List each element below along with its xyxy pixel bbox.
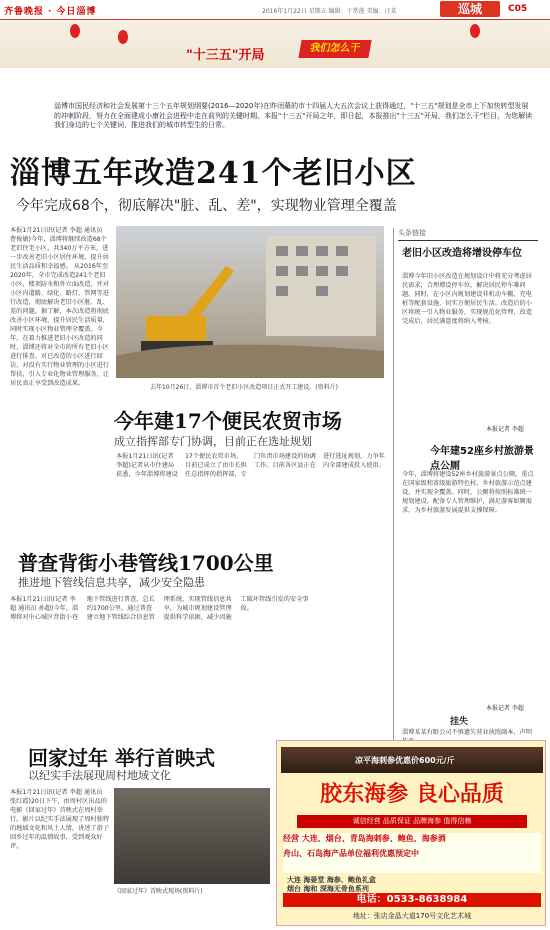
lantern-icon [70,24,80,38]
sidebar-body-parking: 淄博今年旧小区改造在规划设计中将充分考虑居民需求，合理增设停车位，解决居民停车难问题。同时，在小区内规划建设非机动车棚、充电桩等配套设施，切实方便居民生活。改造后的小区将统一引入物业服务，实现规范化管理，改造完成后，居民满意度将纳入考核。 [402,273,532,325]
sidebar-body-toilets: 今年，淄博将建设52座乡村旅游景点公厕，重点在国家级和省级旅游特色村、乡村旅游示范点建设，并实现全覆盖。同时，公厕将按照标准统一规划建设，配备专人管理维护，满足游客如厕需求，为乡村旅游发展提供支撑保障。 [402,471,534,514]
sidebar-credit: 本报记者 李超 [486,426,524,433]
ad-phone: 电话：0533-8638984 [283,893,541,907]
ad-line-2: 舟山、石岛海产品单位福利优惠预定中 [283,849,419,858]
article3-body: 本报1月21日讯(记者 李超 通讯员 孙超)今年，淄博将对中心城区背街小巷地下管线进行普查，总长约1700公里。通过普查建立地下管线综合信息管理系统，实现管线信息共享，为城市规划建设管理提供科学依据，减少因施工破坏管线引发的安全事故。 [10,596,309,621]
ad-slogan-bar: 诚信经营 品质保证 品牌海参 值得信赖 [297,815,527,828]
page-number: C05 [508,4,528,14]
section-tag: 巡城 [440,1,500,17]
column-intro: 淄博市国民经济和社会发展第十三个五年规划纲要(2016—2020年)在昨闭幕的市十四届人大五次会议上获得通过，"十三五"规划是全市上下加快转型发展的冲刺阶段，努力在全面建成小康社会进程中走在前列的关键时期。本报"十三五"开局之年，即日起，本报推出"十三五"开局，我们怎么干"栏目，为您解读我们身边的七个关键词，推进我们的城市转型生的日常。 [54,102,533,129]
article1-body: 从2016年至2020年，全市完成改造241个老旧小区，楼顶防水和外立面改造，并对小区内道路、绿化、路灯、管网等进行改造，彻底解决老旧小区脏、乱、差的问题。据了解，本次改造将彻底改善小区环境，提升居民生活质量，同时实现小区物业管理全覆盖。今年，在着力推进老旧小区改造的同时，淄博还将对全市的所有老旧小区进行排查、对已改造的小区进行回访、对没有实行物业管理的小区进行帮扶，引入专业化物业管理服务，让居民真正享受到改造成果。 [10,263,109,387]
sidebar-head: 头条链接 [398,229,426,237]
ad-address: 地址：张店金晶大道170号文化艺术城 [352,912,472,920]
banner-subtitle: 我们怎么干 [298,40,371,58]
ad-line-3: 大连 海晏堂 海参、鲍鱼礼盒 [287,876,376,884]
ad-line-4: 烟台 海和 深海无骨鱼系列 [287,885,369,893]
lantern-icon [470,24,480,38]
notice-title: 挂失 [450,717,469,727]
ad-price-text: 凉平海刺参优惠价600元/斤 [355,756,455,765]
excavator-illustration [116,226,384,378]
headline-main-subtitle: 今年完成68个，彻底解决"脏、乱、差"，实现物业管理全覆盖 [16,198,397,214]
article1-byline: 本报1月21日讯(记者 李超 通讯员 曹俊敏)今年，淄博将继续改造68个老旧住宅小区，共340万平方米，进一步改善老旧小区居住环境，提升居民生活品质和幸福感。 [10,227,109,270]
headline-pipelines: 普查背街小巷管线1700公里 [18,551,274,575]
ad-title: 胶东海参 良心品质 [320,781,504,807]
seafood-advertisement [276,740,546,926]
article1-column [10,226,110,526]
ad-product-box [283,833,541,873]
column-banner [0,20,550,68]
premiere-photo [114,788,270,884]
premiere-caption: 《回家过年》首映式现场(资料片) [114,888,203,895]
divider [398,240,538,241]
lantern-icon [118,30,128,44]
headline-main: 淄博五年改造241个老旧小区 [10,156,417,191]
sidebar-title-toilets: 今年建52座乡村旅游景点公厕 [430,446,534,472]
headline-market-subtitle: 成立指挥部专门协调，目前正在选址规划 [114,435,312,448]
newspaper-logo: 齐鲁晚报 · 今日淄博 [4,7,97,17]
banner-title: "十三五"开局 [186,48,265,63]
ad-line-1: 经营 大连、烟台、青岛海刺参、鲍鱼、海参酒 [283,834,446,843]
photo-caption: 去年10月26日，淄博市首个老旧小区改造项目正式开工建设。(资料片) [150,384,338,391]
notice-body: 淄博某某有限公司不慎遗失营业执照副本，声明 [402,729,532,736]
article2-body: 本报1月21日讯(记者 李超)记者从市住建局获悉，今年淄博将建设17个便民农贸市场，目前已成立了由市长担任总指挥的指挥部，专门负责市场建设的协调工作。目前各区县正在进行选址规划，力争年内全部建成投入使用。 [116,453,385,478]
headline-premiere: 回家过年 举行首映式 [28,746,215,770]
sidebar [393,228,539,808]
headline-market: 今年建17个便民农贸市场 [114,409,342,433]
headline-pipelines-subtitle: 推进地下管线信息共享，减少安全隐患 [18,576,205,589]
dateline: 2016年1月22日 星期五 编辑：于常莲 美编：汪某 [262,8,397,15]
sidebar-title-parking: 老旧小区改造将增设停车位 [402,248,522,259]
demolition-photo [116,226,384,378]
sidebar-credit: 本报记者 李超 [486,705,524,712]
article4-body: 本报1月21日讯(记者 李超 通讯员 张红霞)20日下午，由周村区出品的电影《回家过年》首映式在周村举行。影片以纪实手法展现了周村独特的地域文化和风土人情，讲述了游子回乡过年的温情故事，受到观众好评。 [10,789,109,850]
headline-premiere-subtitle: 以纪实手法展现周村地域文化 [28,769,171,782]
